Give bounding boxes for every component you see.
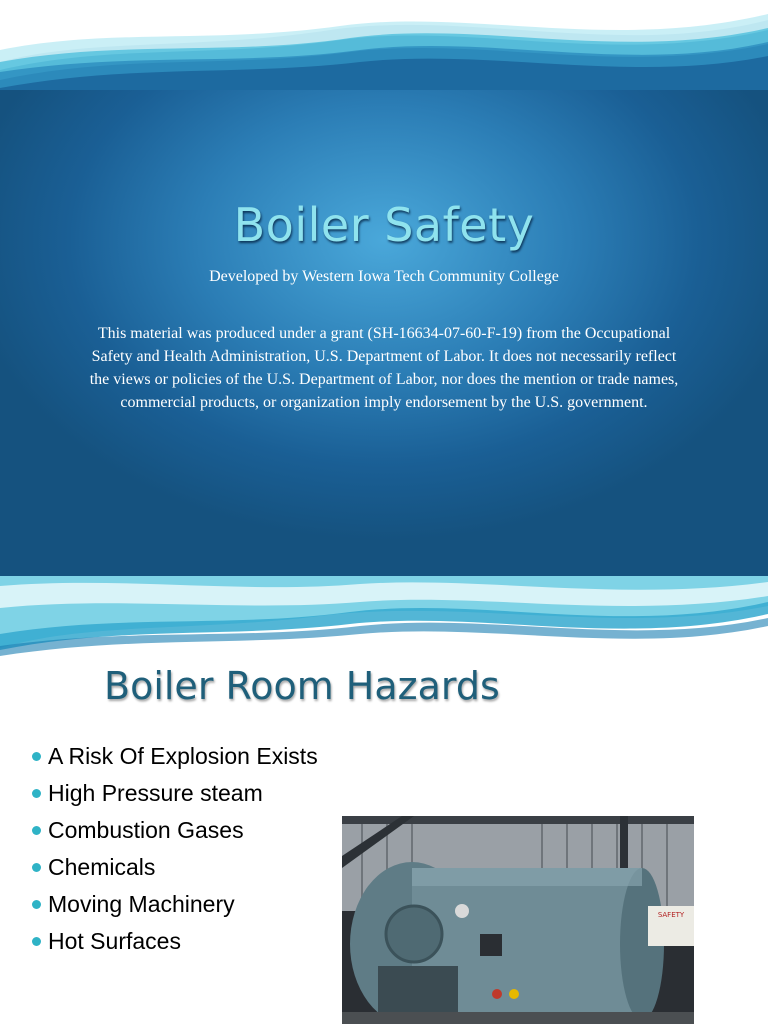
safety-sign-text: SAFETY <box>657 911 685 919</box>
bullet-icon <box>32 863 41 872</box>
grant-disclaimer: This material was produced under a grant (SH-16634-07-60-F-19) from the Occupational Safety and Health Administration, U.S. Department of Labor. It does not necessarily reflect the views or policies of the U.S. Department of Labor, nor does the mention or trade names, commercial products, or organization imply endorsement by the U.S. government. <box>89 325 679 411</box>
bullet-icon <box>32 900 41 909</box>
slide-title: Boiler Room Hazards <box>104 664 500 708</box>
slide-subtitle: Developed by Western Iowa Tech Community College <box>209 268 559 285</box>
list-item: Moving Machinery <box>22 886 318 923</box>
bullet-icon <box>32 937 41 946</box>
list-item: Hot Surfaces <box>22 923 318 960</box>
bullet-icon <box>32 789 41 798</box>
bullet-icon <box>32 826 41 835</box>
wave-header-decoration <box>0 576 768 666</box>
wave-header-decoration <box>0 0 768 90</box>
hazard-list <box>22 738 318 960</box>
list-item: High Pressure steam <box>22 775 318 812</box>
list-item: Chemicals <box>22 849 318 886</box>
list-item: Combustion Gases <box>22 812 318 849</box>
list-item: A Risk Of Explosion Exists <box>22 738 318 775</box>
bullet-icon <box>32 752 41 761</box>
boiler-photo <box>342 816 694 1024</box>
slide-title: Boiler Safety <box>233 198 535 252</box>
hazards-slide <box>0 576 768 1024</box>
